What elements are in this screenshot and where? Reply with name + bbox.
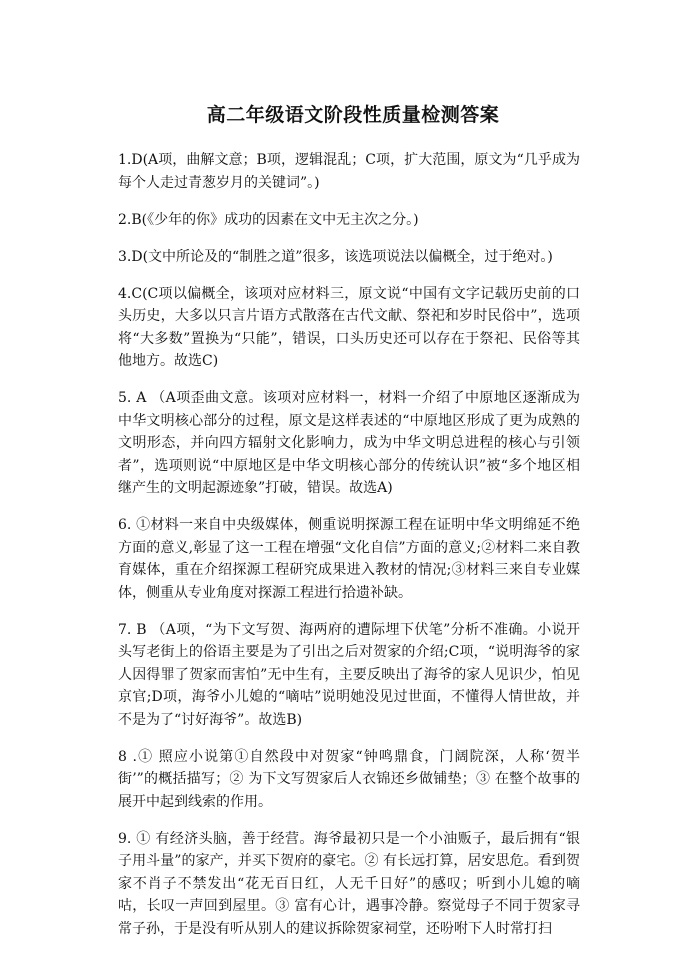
answer-8: 8 .① 照应小说第①自然段中对贺家“钟鸣鼎食，门阔院深，人称‘贺半街’”的概括描写；② 为下文写贺家后人衣锦还乡做铺垫；③ 在整个故事的展开中起到线索的作用。 xyxy=(118,748,580,810)
answer-6: 6. ①材料一来自中央级媒体，侧重说明探源工程在证明中华文明绵延不绝方面的意义,彰显了这一工程在增强“文化自信”方面的意义;②材料二来自教育媒体，重在介绍探源工程研究成果进入教材的情况;③材料三来自专业媒体，侧重从专业角度对探源工程进行拾遗补缺。 xyxy=(118,517,580,601)
answer-7: 7. B （A项，“为下文写贺、海两府的遭际埋下伏笔”分析不准确。小说开头写老街上的俗语主要是为了引出之后对贺家的介绍;C项，“说明海爷的家人因得罪了贺家而害怕”无中生有，主要反映出了海爷的家人见识少，怕见京官;D项，海爷小儿媳的“嘀咕”说明她没见过世面，不懂得人情世故，并不是为了“讨好海爷”。故选B) xyxy=(118,621,580,728)
document-title: 高二年级语文阶段性质量检测答案 xyxy=(206,104,500,126)
answer-2: 2.B(《少年的你》成功的因素在文中无主次之分。) xyxy=(118,211,419,228)
answer-1: 1.D(A项，曲解文意；B项，逻辑混乱；C项，扩大范围，原文为“几乎成为每个人走过青葱岁月的关键词”。) xyxy=(118,152,580,191)
answer-list xyxy=(118,149,580,940)
answer-4: 4.C(C项以偏概全，该项对应材料三，原文说“中国有文字记载历史前的口头历史，大多以只言片语方式散落在古代文献、祭祀和岁时民俗中”，选项将“大多数”置换为“只能”，错误，口头历史还可以存在于祭祀、民俗等其他地方。故选C) xyxy=(118,285,580,369)
answer-9: 9. ① 有经济头脑，善于经营。海爷最初只是一个小油贩子，最后拥有“银子用斗量”的家产，并买下贺府的豪宅。② 有长远打算，居安思危。看到贺家不肖子不禁发出“花无百日红，人无千日好”的感叹；听到小儿媳的嘀咕，长叹一声回到屋里。③ 富有心计，遇事冷静。察觉母子不同于贺家寻常子孙，于是没有听从别人的建议拆除贺家祠堂，还吩咐下人时常打扫 xyxy=(118,830,580,937)
answer-5: 5. A （A项歪曲文意。该项对应材料一，材料一介绍了中原地区逐渐成为中华文明核心部分的过程，原文是这样表述的“中原地区形成了更为成熟的文明形态，并向四方辐射文化影响力，成为中华文明总进程的核心与引领者”，选项则说“中原地区是中华文明核心部分的传统认识”被“多个地区相继产生的文明起源迹象”打破，错误。故选A) xyxy=(118,390,580,496)
answer-3: 3.D(文中所论及的“制胜之道”很多，该选项说法以偏概全，过于绝对。) xyxy=(118,248,553,265)
